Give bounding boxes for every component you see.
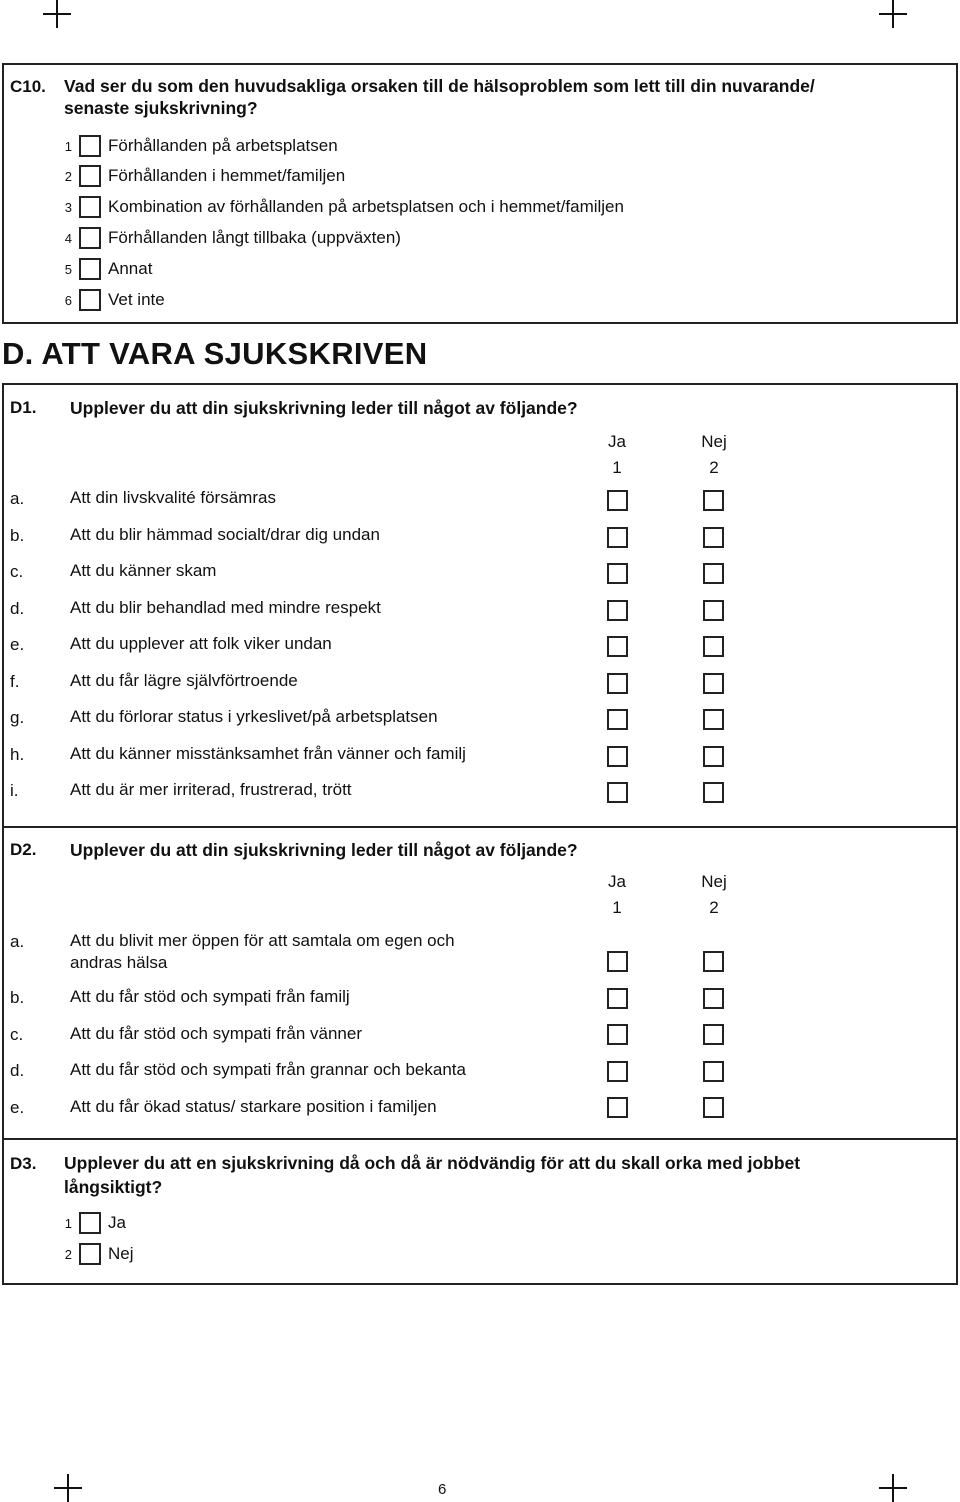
option-label: Nej <box>108 1244 134 1263</box>
column-header-yes: Ja <box>608 432 626 451</box>
row-letter: c. <box>10 562 24 581</box>
option-checkbox[interactable] <box>79 1212 101 1234</box>
yes-checkbox[interactable] <box>607 636 628 657</box>
row-letter: e. <box>10 635 25 654</box>
no-checkbox[interactable] <box>703 600 724 621</box>
option-label: Kombination av förhållanden på arbetsplatsen och i hemmet/familjen <box>108 197 624 216</box>
column-header-no: Nej <box>701 872 727 891</box>
option-number: 1 <box>64 139 72 154</box>
row-letter: g. <box>10 708 25 727</box>
no-checkbox[interactable] <box>703 563 724 584</box>
option-checkbox[interactable] <box>79 165 101 187</box>
row-label: Att du är mer irriterad, frustrerad, trött <box>70 780 352 799</box>
option-label: Vet inte <box>108 290 165 309</box>
row-letter: a. <box>10 489 25 508</box>
no-checkbox[interactable] <box>703 709 724 730</box>
row-label: Att du får ökad status/ starkare position i familjen <box>70 1097 437 1116</box>
option-checkbox[interactable] <box>79 135 101 157</box>
option-number: 3 <box>64 200 72 215</box>
option-number: 6 <box>64 293 72 308</box>
row-label: Att du får lägre självförtroende <box>70 671 298 690</box>
question-number: D3. <box>10 1154 37 1173</box>
yes-checkbox[interactable] <box>607 563 628 584</box>
row-letter: e. <box>10 1098 25 1117</box>
column-code-yes: 1 <box>612 458 622 477</box>
option-number: 2 <box>64 169 72 184</box>
yes-checkbox[interactable] <box>607 1097 628 1118</box>
crop-mark-top-right <box>879 0 907 28</box>
yes-checkbox[interactable] <box>607 673 628 694</box>
row-label: Att du får stöd och sympati från grannar och bekanta <box>70 1060 466 1079</box>
option-checkbox[interactable] <box>79 258 101 280</box>
row-label: Att din livskvalité försämras <box>70 488 276 507</box>
option-number: 5 <box>64 262 72 277</box>
no-checkbox[interactable] <box>703 1061 724 1082</box>
column-header-no: Nej <box>701 432 727 451</box>
question-d2-frame <box>2 826 958 1140</box>
yes-checkbox[interactable] <box>607 988 628 1009</box>
row-letter: i. <box>10 781 19 800</box>
row-letter: d. <box>10 599 25 618</box>
question-number: C10. <box>10 77 46 96</box>
option-number: 4 <box>64 231 72 246</box>
yes-checkbox[interactable] <box>607 490 628 511</box>
question-text-line1: Upplever du att en sjukskrivning då och då är nödvändig för att du skall orka med jobbet <box>64 1153 801 1173</box>
row-letter: h. <box>10 745 25 764</box>
no-checkbox[interactable] <box>703 636 724 657</box>
crop-mark-top-left <box>43 0 71 28</box>
yes-checkbox[interactable] <box>607 951 628 972</box>
row-label: Att du känner skam <box>70 561 217 580</box>
option-number: 2 <box>64 1247 72 1262</box>
column-code-no: 2 <box>709 458 719 477</box>
section-title: D. ATT VARA SJUKSKRIVEN <box>2 336 428 371</box>
no-checkbox[interactable] <box>703 527 724 548</box>
yes-checkbox[interactable] <box>607 1061 628 1082</box>
option-label: Ja <box>108 1213 126 1232</box>
yes-checkbox[interactable] <box>607 746 628 767</box>
row-label: Att du upplever att folk viker undan <box>70 634 332 653</box>
no-checkbox[interactable] <box>703 1024 724 1045</box>
yes-checkbox[interactable] <box>607 1024 628 1045</box>
question-text-line2: långsiktigt? <box>64 1177 163 1197</box>
question-text-line1: Vad ser du som den huvudsakliga orsaken till de hälsoproblem som lett till din nuvarande/ <box>64 76 815 96</box>
question-text-line2: senaste sjukskrivning? <box>64 98 258 118</box>
option-checkbox[interactable] <box>79 227 101 249</box>
row-label-continued: andras hälsa <box>70 953 168 972</box>
no-checkbox[interactable] <box>703 988 724 1009</box>
no-checkbox[interactable] <box>703 782 724 803</box>
option-label: Förhållanden långt tillbaka (uppväxten) <box>108 228 401 247</box>
yes-checkbox[interactable] <box>607 527 628 548</box>
no-checkbox[interactable] <box>703 951 724 972</box>
option-checkbox[interactable] <box>79 1243 101 1265</box>
option-label: Förhållanden i hemmet/familjen <box>108 166 346 185</box>
row-letter: c. <box>10 1025 24 1044</box>
no-checkbox[interactable] <box>703 673 724 694</box>
page-number: 6 <box>438 1481 447 1498</box>
row-label: Att du får stöd och sympati från familj <box>70 987 350 1006</box>
column-code-no: 2 <box>709 898 719 917</box>
row-letter: b. <box>10 988 25 1007</box>
row-letter: f. <box>10 672 20 691</box>
option-label: Förhållanden på arbetsplatsen <box>108 136 338 155</box>
column-code-yes: 1 <box>612 898 622 917</box>
question-number: D2. <box>10 840 37 859</box>
no-checkbox[interactable] <box>703 490 724 511</box>
crop-mark-bottom-right <box>879 1474 907 1502</box>
column-header-yes: Ja <box>608 872 626 891</box>
row-label: Att du blir hämmad socialt/drar dig undan <box>70 525 380 544</box>
yes-checkbox[interactable] <box>607 782 628 803</box>
row-letter: d. <box>10 1061 25 1080</box>
no-checkbox[interactable] <box>703 746 724 767</box>
yes-checkbox[interactable] <box>607 600 628 621</box>
option-label: Annat <box>108 259 153 278</box>
question-text: Upplever du att din sjukskrivning leder till något av följande? <box>70 398 578 418</box>
row-label: Att du blir behandlad med mindre respekt <box>70 598 381 617</box>
question-number: D1. <box>10 398 37 417</box>
crop-mark-bottom-left <box>54 1474 82 1502</box>
yes-checkbox[interactable] <box>607 709 628 730</box>
row-label: Att du får stöd och sympati från vänner <box>70 1024 362 1043</box>
row-label: Att du förlorar status i yrkeslivet/på arbetsplatsen <box>70 707 438 726</box>
row-label: Att du blivit mer öppen för att samtala om egen och <box>70 931 455 950</box>
option-checkbox[interactable] <box>79 289 101 311</box>
no-checkbox[interactable] <box>703 1097 724 1118</box>
row-label: Att du känner misstänksamhet från vänner och familj <box>70 744 466 763</box>
option-number: 1 <box>64 1216 72 1231</box>
question-text: Upplever du att din sjukskrivning leder till något av följande? <box>70 840 578 860</box>
row-letter: a. <box>10 932 25 951</box>
option-checkbox[interactable] <box>79 196 101 218</box>
row-letter: b. <box>10 526 25 545</box>
